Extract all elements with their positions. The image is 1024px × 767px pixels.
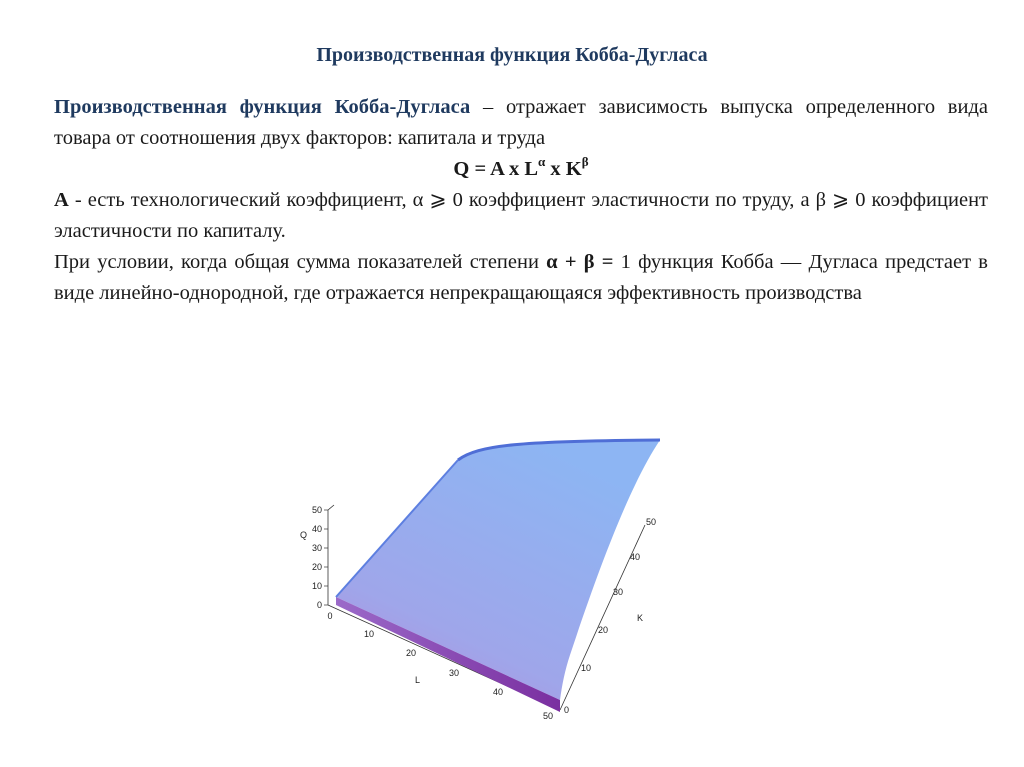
k-tick-label: 10 bbox=[581, 663, 592, 673]
l-tick-label: 50 bbox=[542, 711, 554, 721]
term-cobb-douglas: Производственная функция Кобба-Дугласа bbox=[54, 96, 471, 118]
cobb-douglas-3d-plot bbox=[280, 425, 680, 755]
formula-lhs: Q = A x L bbox=[453, 158, 538, 180]
q-axis-title: Q bbox=[300, 530, 308, 540]
k-tick-label: 50 bbox=[646, 517, 657, 527]
coefficients-paragraph bbox=[54, 185, 988, 247]
q-tick-label: 10 bbox=[311, 581, 322, 591]
formula bbox=[54, 154, 988, 185]
q-tick-label: 20 bbox=[311, 562, 322, 572]
body-text bbox=[54, 92, 988, 309]
l-axis-title: L bbox=[415, 675, 421, 685]
k-tick-label: 0 bbox=[564, 705, 570, 715]
definition-text: – отражает зависимость выпуска определенного вида товара от соотношения двух факторов: капитала и труда bbox=[54, 96, 988, 149]
q-axis-ticks bbox=[324, 510, 328, 605]
q-tick-label: 30 bbox=[311, 543, 322, 553]
q-axis-labels bbox=[312, 505, 322, 610]
l-tick-label: 30 bbox=[448, 668, 460, 678]
l-tick-label: 0 bbox=[327, 611, 333, 621]
slide-title: Производственная функция Кобба-Дугласа bbox=[316, 44, 708, 66]
l-tick-label: 10 bbox=[363, 629, 375, 639]
l-tick-label: 40 bbox=[492, 687, 504, 697]
surface-face bbox=[336, 440, 660, 700]
condition-paragraph bbox=[54, 247, 988, 309]
condition-post: 1 функция Кобба — Дугласа предстает в виде линейно-однородной, где отражается непрекращающаяся эффективность производства bbox=[54, 251, 988, 304]
q-tick-label: 0 bbox=[316, 600, 322, 610]
q-tick-label: 50 bbox=[311, 505, 322, 515]
k-tick-label: 30 bbox=[613, 587, 624, 597]
definition-paragraph bbox=[54, 92, 988, 154]
k-tick-label: 20 bbox=[598, 625, 609, 635]
condition-pre: При условии, когда общая сумма показателей степени bbox=[54, 251, 547, 273]
q-tick-label: 40 bbox=[311, 524, 322, 534]
formula-beta: β bbox=[581, 154, 589, 170]
k-axis-title: K bbox=[637, 613, 644, 623]
k-tick-label: 40 bbox=[630, 552, 641, 562]
formula-mid: x K bbox=[545, 158, 582, 180]
coefficients-text: - есть технологический коэффициент, α ⩾ 0 коэффициент эластичности по труду, а β ⩾ 0 коэффициент эластичности по капиталу. bbox=[54, 189, 988, 242]
formula-alpha: α bbox=[538, 154, 546, 170]
term-a: А bbox=[54, 189, 69, 211]
condition-formula: α + β = bbox=[546, 251, 614, 273]
l-tick-label: 20 bbox=[405, 648, 417, 658]
